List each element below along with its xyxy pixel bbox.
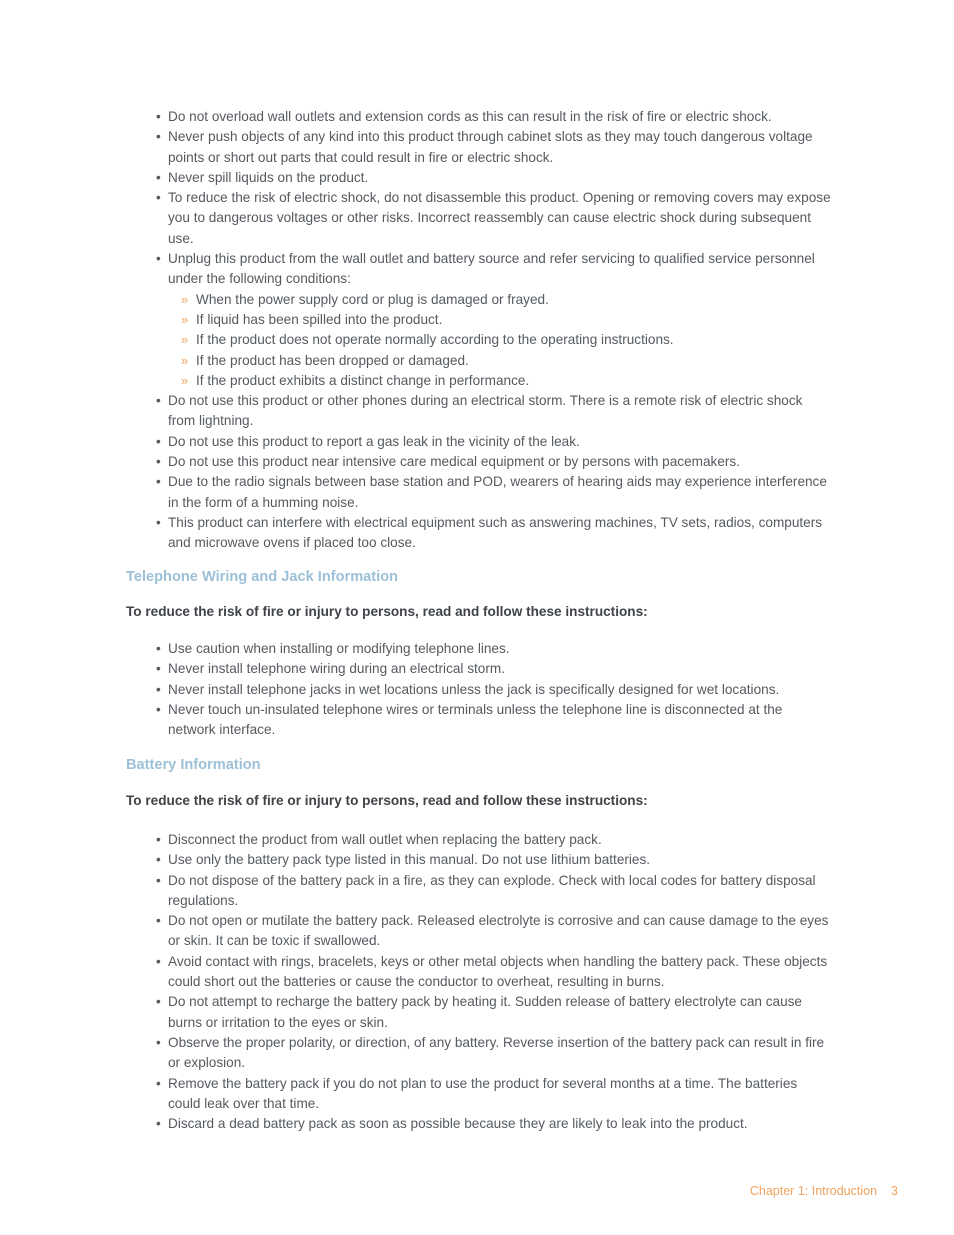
list-item: • Do not open or mutilate the battery pack. Released electrolyte is corrosive and can cause damage to the eyes or skin. It can be toxic if swallowed. xyxy=(156,911,832,952)
sub-list-item: » If liquid has been spilled into the product. xyxy=(181,310,832,330)
list-item: • Never touch un-insulated telephone wires or terminals unless the telephone line is disconnected at the network interface. xyxy=(156,700,832,741)
chevron-right-icon: » xyxy=(181,372,189,388)
list-item: • Observe the proper polarity, or direction, of any battery. Reverse insertion of the battery pack can result in fire or explosion. xyxy=(156,1033,832,1074)
list-item: • Do not overload wall outlets and extension cords as this can result in the risk of fire or electric shock. xyxy=(156,107,832,127)
list-item: • Do not use this product to report a gas leak in the vicinity of the leak. xyxy=(156,432,832,452)
list-item: • Do not use this product near intensive care medical equipment or by persons with pacemakers. xyxy=(156,452,832,472)
list-item: • Do not use this product or other phones during an electrical storm. There is a remote risk of electric shock from lightning. xyxy=(156,391,832,432)
battery-instruction: To reduce the risk of fire or injury to persons, read and follow these instructions: xyxy=(126,793,648,808)
telephone-list xyxy=(156,639,832,740)
footer-chapter: Chapter 1: Introduction xyxy=(749,1184,878,1198)
safety-list xyxy=(156,107,832,554)
list-item: • Never spill liquids on the product. xyxy=(156,168,832,188)
list-item: • Discard a dead battery pack as soon as possible because they are likely to leak into the product. xyxy=(156,1114,832,1134)
page-number: 3 xyxy=(891,1184,898,1198)
sub-list-item: » If the product has been dropped or damaged. xyxy=(181,351,832,371)
list-item: • Remove the battery pack if you do not plan to use the product for several months at a time. The batteries could leak over that time. xyxy=(156,1074,832,1115)
list-item: • Never install telephone wiring during an electrical storm. xyxy=(156,659,832,679)
chevron-right-icon: » xyxy=(181,332,189,348)
chevron-right-icon: » xyxy=(181,352,189,368)
list-item: • Due to the radio signals between base station and POD, wearers of hearing aids may experience interference in the form of a humming noise. xyxy=(156,472,832,513)
sub-list-item: » If the product does not operate normally according to the operating instructions. xyxy=(181,330,832,350)
list-item: • Do not dispose of the battery pack in a fire, as they can explode. Check with local codes for battery disposal regulations. xyxy=(156,871,832,912)
list-item: • Unplug this product from the wall outlet and battery source and refer servicing to qualified service personnel under the following conditions: » When the power supply cord or plug is damaged or frayed. » If liquid has been spilled into the product. » If the product does not operate normally according to the operating instructions. » If the product has been dropped or damaged. » If the product exhibits a distinct change in performance. xyxy=(156,249,832,391)
section-heading-telephone: Telephone Wiring and Jack Information xyxy=(126,569,399,585)
conditions-list xyxy=(168,290,832,391)
chevron-right-icon: » xyxy=(181,311,189,327)
list-item: • Use only the battery pack type listed in this manual. Do not use lithium batteries. xyxy=(156,850,832,870)
page-footer xyxy=(750,1184,898,1198)
list-item: • This product can interfere with electrical equipment such as answering machines, TV sets, radios, computers and microwave ovens if placed too close. xyxy=(156,513,832,554)
list-item: • Avoid contact with rings, bracelets, keys or other metal objects when handling the battery pack. These objects could short out the batteries or cause the conductor to overheat, resulting in burns. xyxy=(156,952,832,993)
list-item: • Use caution when installing or modifying telephone lines. xyxy=(156,639,832,659)
list-item: • To reduce the risk of electric shock, do not disassemble this product. Opening or removing covers may expose you to dangerous voltages or other risks. Incorrect reassembly can cause electric shock during subsequent use. xyxy=(156,188,832,249)
list-item: • Do not attempt to recharge the battery pack by heating it. Sudden release of battery electrolyte can cause burns or irritation to the eyes or skin. xyxy=(156,992,832,1033)
battery-list xyxy=(156,830,832,1134)
list-item: • Disconnect the product from wall outlet when replacing the battery pack. xyxy=(156,830,832,850)
sub-list-item: » When the power supply cord or plug is damaged or frayed. xyxy=(181,290,832,310)
chevron-right-icon: » xyxy=(181,291,189,307)
sub-list-item: » If the product exhibits a distinct change in performance. xyxy=(181,371,832,391)
list-item: • Never push objects of any kind into this product through cabinet slots as they may touch dangerous voltage points or short out parts that could result in fire or electric shock. xyxy=(156,127,832,168)
list-item: • Never install telephone jacks in wet locations unless the jack is specifically designed for wet locations. xyxy=(156,680,832,700)
telephone-instruction: To reduce the risk of fire or injury to persons, read and follow these instructions: xyxy=(126,604,648,619)
section-heading-battery: Battery Information xyxy=(126,757,261,773)
